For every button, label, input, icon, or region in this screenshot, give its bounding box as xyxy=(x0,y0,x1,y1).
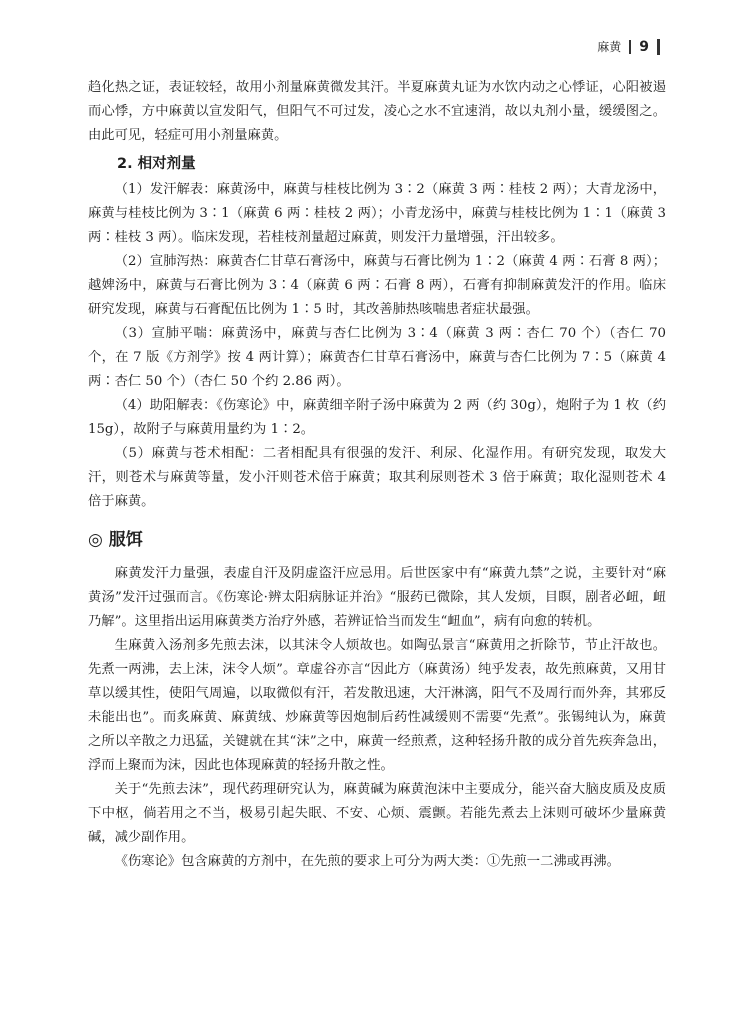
paragraph-dose-4: （4）助阳解表：《伤寒论》中，麻黄细辛附子汤中麻黄为 2 两（约 30g），炮附子为 1 枚（约 15g），故附子与麻黄用量约为 1∶2。 xyxy=(88,398,666,437)
paragraph-dose-2: （2）宣肺泻热：麻黄杏仁甘草石膏汤中，麻黄与石膏比例为 1∶2（麻黄 4 两∶石膏 8 两）；越婢汤中，麻黄与石膏比例为 3∶4（麻黄 6 两∶石膏 8 两），石膏有抑制麻黄发汗的作用。临床研究发现，麻黄与石膏配伍比例为 1∶5 时，其改善肺热咳喘患者症状最强。 xyxy=(88,254,666,317)
header-divider xyxy=(629,40,631,54)
subsection-heading: 2. 相对剂量 xyxy=(117,156,196,172)
paragraph-dose-5: （5）麻黄与苍术相配：二者相配具有很强的发汗、利尿、化湿作用。有研究发现，取发大汗，则苍术与麻黄等量，发小汗则苍术倍于麻黄；取其利尿则苍术 3 倍于麻黄；取化湿则苍术 4 倍于麻黄。 xyxy=(88,446,666,509)
paragraph-continuation: 趋化热之证，表证较轻，故用小剂量麻黄微发其汗。半夏麻黄丸证为水饮内动之心悸证，心阳被遏而心悸，方中麻黄以宣发阳气，但阳气不可过发，凌心之水不宜速消，故以丸剂小量，缓缓图之。由此可见，轻症可用小剂量麻黄。 xyxy=(88,80,666,143)
page-number: 9 xyxy=(639,38,649,55)
paragraph-fuer-1: 麻黄发汗力量强，表虚自汗及阴虚盗汗应忌用。后世医家中有“麻黄九禁”之说，主要针对“麻黄汤”发汗过强而言。《伤寒论·辨太阳病脉证并治》“服药已微除，其人发烦，目瞑，剧者必衄，衄乃解”。这里指出运用麻黄类方治疗外感，若辨证恰当而发生“衄血”，病有向愈的转机。 xyxy=(88,566,666,629)
paragraph-dose-1: （1）发汗解表：麻黄汤中，麻黄与桂枝比例为 3∶2（麻黄 3 两∶桂枝 2 两）；大青龙汤中，麻黄与桂枝比例为 3∶1（麻黄 6 两∶桂枝 2 两）；小青龙汤中，麻黄与桂枝比例为 1∶1（麻黄 3 两∶桂枝 3 两）。临床发现，若桂枝剂量超过麻黄，则发汗力量增强，汗出较多。 xyxy=(88,182,666,245)
paragraph-fuer-3: 关于“先煎去沫”，现代药理研究认为，麻黄碱为麻黄泡沫中主要成分，能兴奋大脑皮质及皮质下中枢，倘若用之不当，极易引起失眠、不安、心烦、震颤。若能先煮去上沫则可破坏少量麻黄碱，减少副作用。 xyxy=(88,782,666,845)
paragraph-fuer-4: 《伤寒论》包含麻黄的方剂中，在先煎的要求上可分为两大类：①先煎一二沸或再沸。 xyxy=(114,854,620,869)
chapter-title: 麻黄 xyxy=(597,40,622,54)
running-header xyxy=(597,38,660,55)
section-heading: ◎ 服饵 xyxy=(88,530,143,550)
page-body xyxy=(88,76,666,874)
header-edge-mark xyxy=(657,39,660,55)
paragraph-fuer-2: 生麻黄入汤剂多先煎去沫，以其沫令人烦故也。如陶弘景言“麻黄用之折除节，节止汗故也。先煮一两沸，去上沫，沫令人烦”。章虚谷亦言“因此方（麻黄汤）纯乎发表，故先煎麻黄，又用甘草以缓其性，使阳气周遍，以取微似有汗，若发散迅速，大汗淋漓，阳气不及周行而外奔，其邪反未能出也”。而炙麻黄、麻黄绒、炒麻黄等因炮制后药性减缓则不需要“先煮”。张锡纯认为，麻黄之所以辛散之力迅猛，关键就在其“沫”之中，麻黄一经煎煮，这种轻扬升散的成分首先疾奔急出，浮而上聚而为沫，因此也体现麻黄的轻扬升散之性。 xyxy=(88,638,666,773)
paragraph-dose-3: （3）宣肺平喘：麻黄汤中，麻黄与杏仁比例为 3∶4（麻黄 3 两∶杏仁 70 个）（杏仁 70 个，在 7 版《方剂学》按 4 两计算）；麻黄杏仁甘草石膏汤中，麻黄与杏仁比例为 7∶5（麻黄 4 两∶杏仁 50 个）（杏仁 50 个约 2.86 两）。 xyxy=(88,326,666,389)
